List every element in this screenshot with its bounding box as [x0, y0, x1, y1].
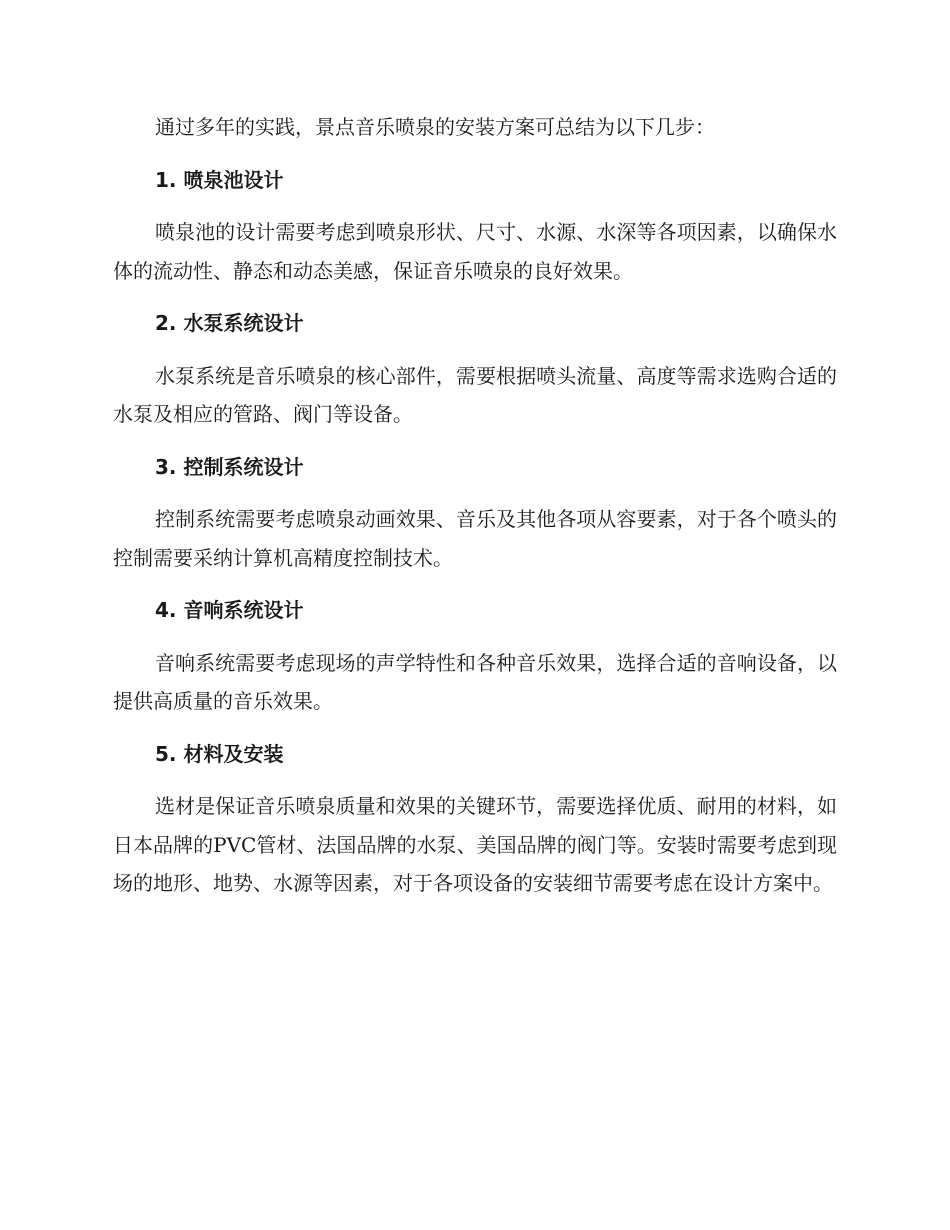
- section-body-1: 喷泉池的设计需要考虑到喷泉形状、尺寸、水源、水深等各项因素，以确保水体的流动性、静态和动态美感，保证音乐喷泉的良好效果。: [113, 220, 837, 283]
- section-heading-2: 2. 水泵系统设计: [155, 311, 304, 335]
- spacer: [113, 630, 837, 644]
- spacer: [113, 486, 837, 500]
- spacer: [113, 773, 837, 787]
- section-heading-5: 5. 材料及安装: [155, 741, 284, 766]
- section-heading-3: 3. 控制系统设计: [155, 454, 304, 479]
- section-body-4: 音响系统需要考虑现场的声学特性和各种音乐效果，选择合适的音响设备，以提供高质量的音乐效果。: [113, 650, 837, 713]
- intro-paragraph: 通过多年的实践，景点音乐喷泉的安装方案可总结为以下几步：: [155, 115, 715, 139]
- spacer: [113, 343, 837, 357]
- spacer: [113, 721, 837, 735]
- spacer: [113, 199, 837, 213]
- section-heading-4: 4. 音响系统设计: [155, 598, 304, 622]
- section-body-5: 选材是保证音乐喷泉质量和效果的关键环节，需要选择优质、耐用的材料，如日本品牌的PVC管材、法国品牌的水泵、美国品牌的阀门等。安装时需要考虑到现场的地形、地势、水源等因素，对于各项设备的安装细节需要考虑在设计方案中。: [113, 794, 837, 895]
- document-page: [113, 108, 837, 903]
- spacer: [113, 290, 837, 304]
- spacer: [113, 147, 837, 161]
- section-heading-1: 1. 喷泉池设计: [155, 167, 284, 192]
- spacer: [113, 434, 837, 448]
- section-body-2: 水泵系统是音乐喷泉的核心部件，需要根据喷头流量、高度等需求选购合适的水泵及相应的管路、阀门等设备。: [113, 363, 837, 426]
- spacer: [113, 577, 837, 591]
- section-body-3: 控制系统需要考虑喷泉动画效果、音乐及其他各项从容要素，对于各个喷头的控制需要采纳计算机高精度控制技术。: [113, 507, 837, 570]
